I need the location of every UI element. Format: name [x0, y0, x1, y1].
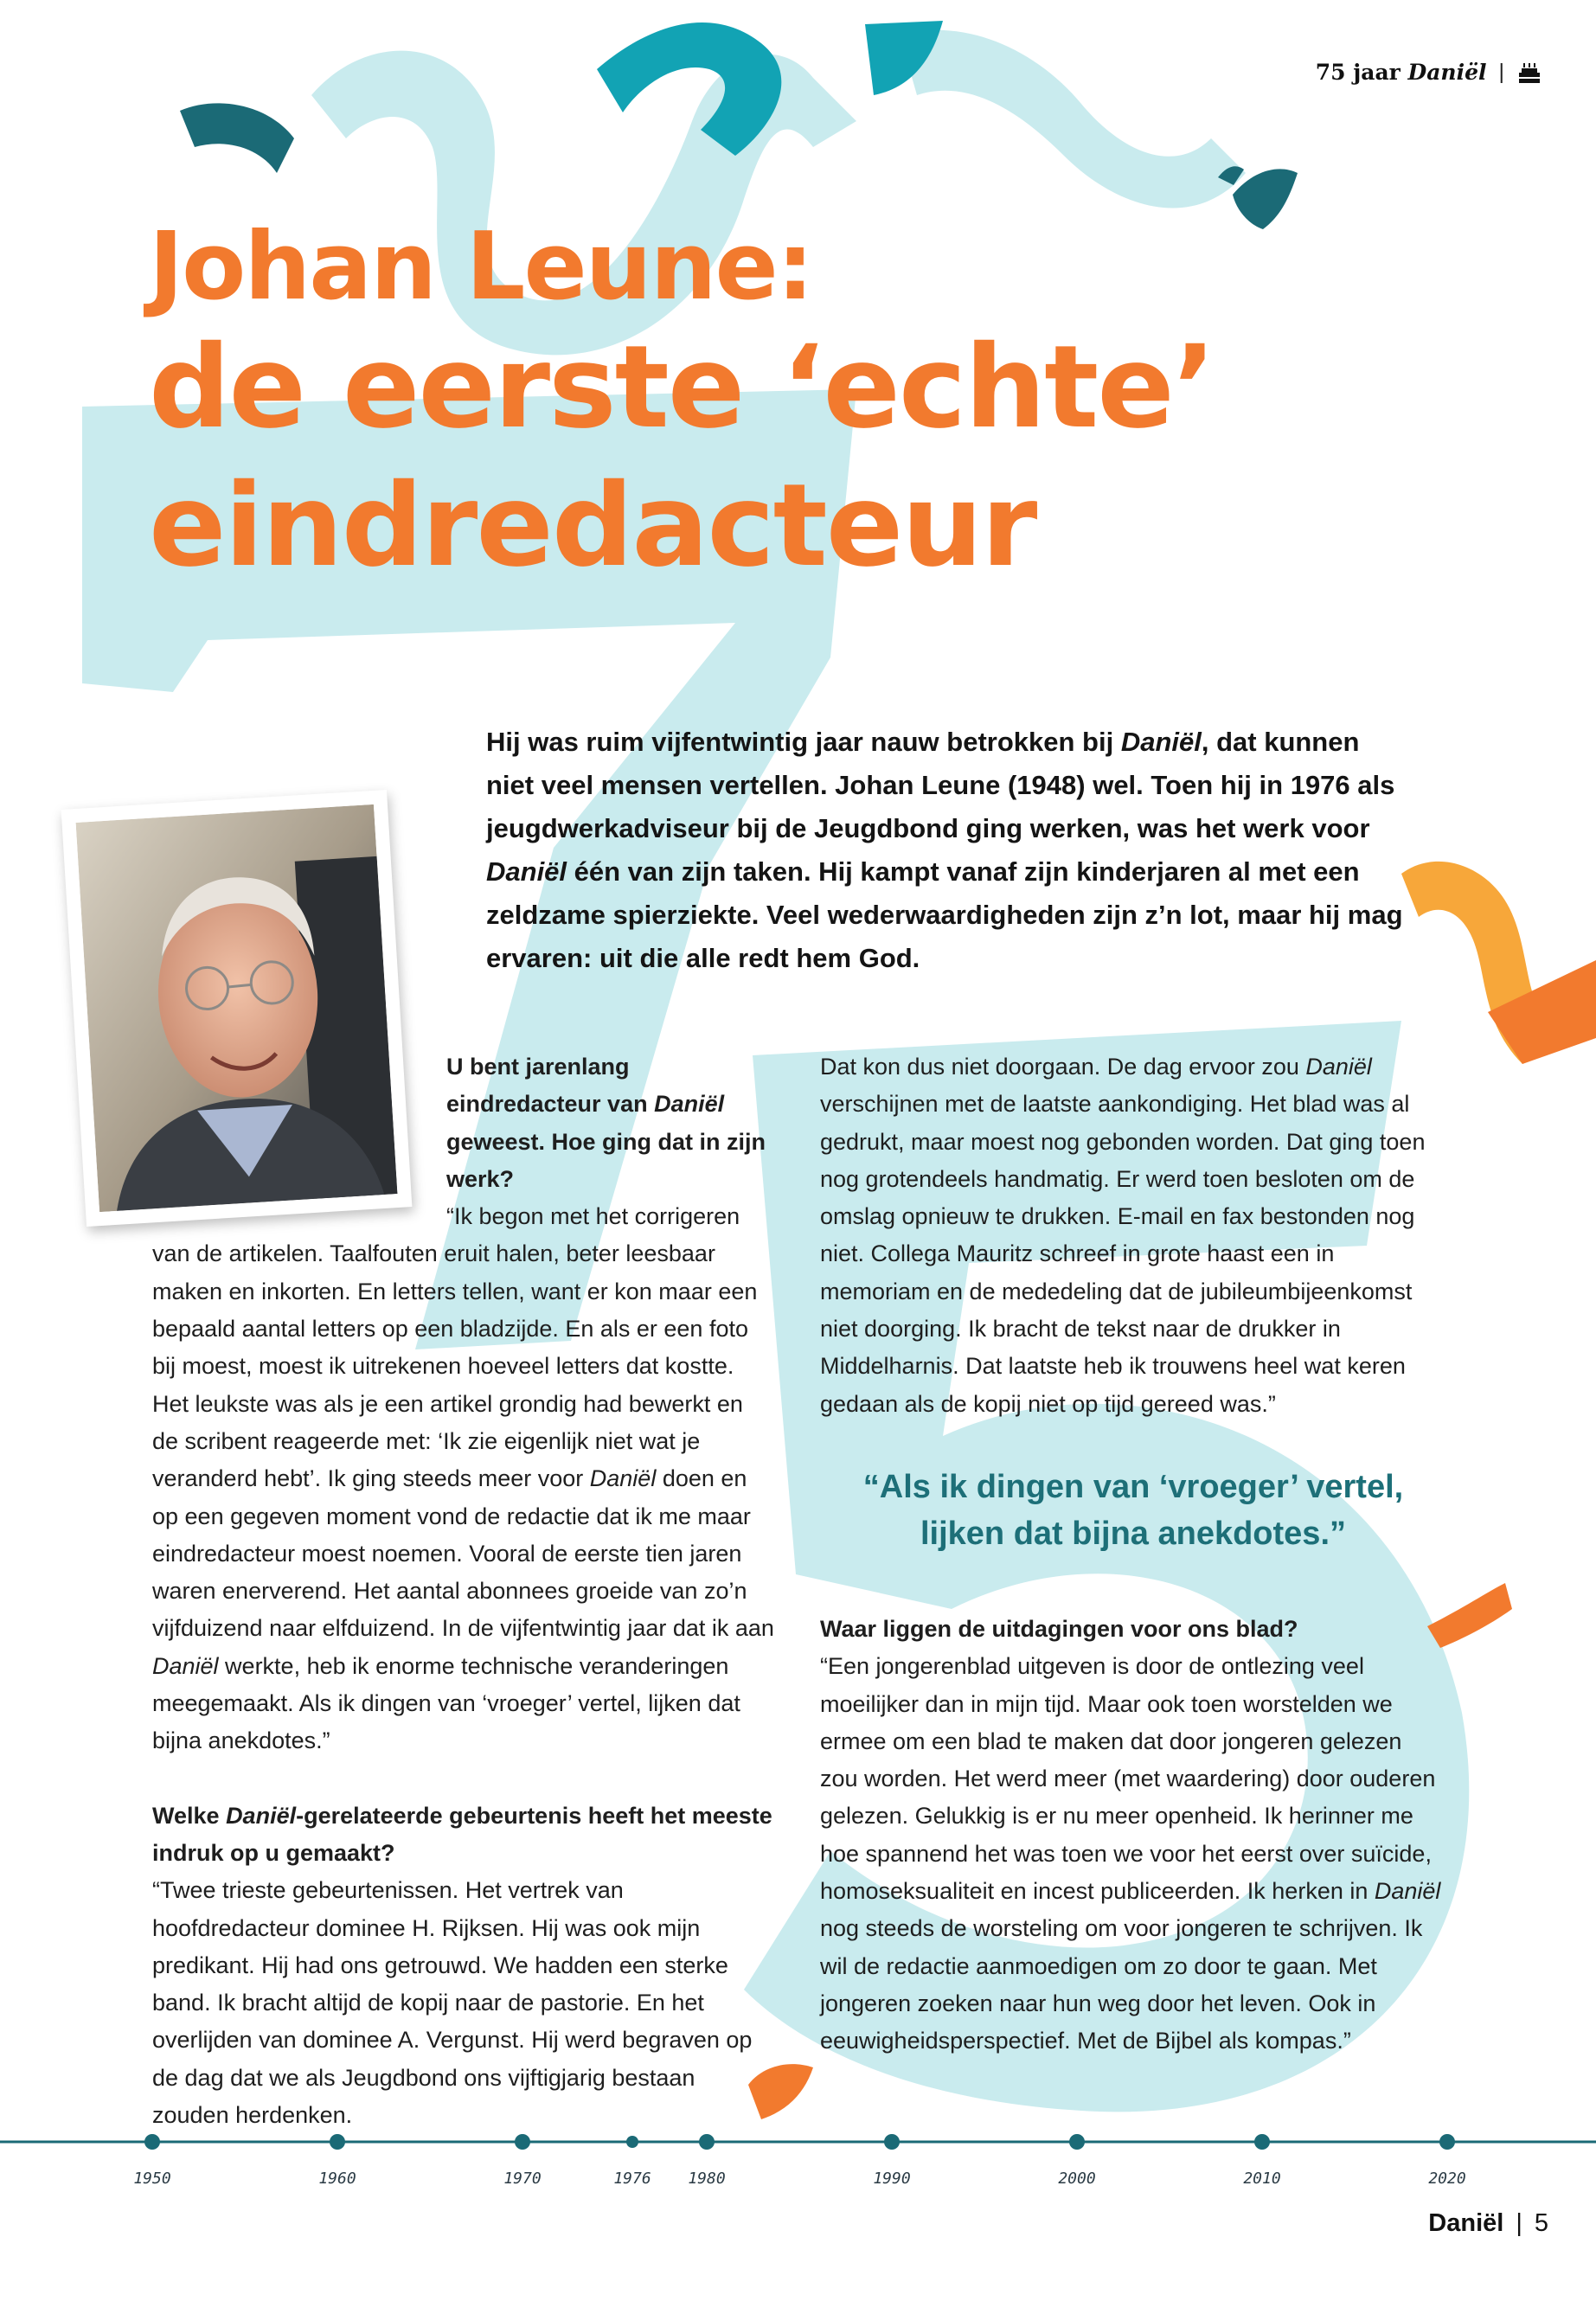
question-1: U bent jarenlang eindredacteur van Daniël geweest. Hoe ging dat in zijn werk? — [446, 1054, 766, 1192]
article-title — [149, 213, 1215, 595]
timeline-label-1990: 1990 — [873, 2170, 911, 2188]
timeline-label-1970: 1970 — [503, 2170, 542, 2188]
article-column-right-lower — [820, 1611, 1443, 2061]
title-line-1: Johan Leune: — [149, 213, 812, 321]
answer-2-part-1: “Twee trieste gebeurtenissen. Het vertrek van hoofdredacteur dominee H. Rijksen. Hij was ook mijn predikant. Hij had ons getrouwd. We hadden een sterke band. Ik bracht altijd de kopij naar de pastorie. En het overlijden van dominee A. Vergunst. Hij werd begraven op de dag dat we als Jeugdbond ons vijftigjarig bestaan zouden herdenken. — [152, 1877, 753, 2129]
confetti-dark-1 — [180, 103, 294, 173]
article-column-right — [820, 1048, 1443, 1423]
page-footer — [1428, 2209, 1548, 2238]
timeline-label-2020: 2020 — [1428, 2170, 1466, 2188]
timeline-label-1976: 1976 — [613, 2170, 651, 2188]
timeline-dot-1990 — [884, 2134, 900, 2150]
article-intro: Hij was ruim vijfentwintig jaar nauw betrokken bij Daniël, dat kunnen niet veel mensen vertellen. Johan Leune (1948) wel. Toen hij in 1976 als jeugdwerkadviseur bij de Jeugdbond ging werken, was het werk voor Daniël één van zijn taken. Hij kampt vanaf zijn kinderjaren al met een zeldzame spierziekte. Veel wederwaardigheden zijn z’n lot, maar hij mag ervaren: uit die alle redt hem God. — [486, 727, 1403, 973]
footer-separator: | — [1516, 2209, 1522, 2237]
pull-quote: “Als ik dingen van ‘vroeger’ vertel, lijken dat bijna anekdotes.” — [862, 1469, 1404, 1552]
question-3: Waar liggen de uitdagingen voor ons blad? — [820, 1616, 1298, 1642]
timeline-dot-1976 — [626, 2136, 638, 2148]
section-header — [1316, 59, 1542, 85]
birthday-cake-icon — [1516, 59, 1542, 85]
portrait-photo — [61, 790, 413, 1227]
portrait-image — [76, 804, 398, 1212]
timeline-label-2000: 2000 — [1058, 2170, 1096, 2188]
timeline-dot-2010 — [1254, 2134, 1270, 2150]
timeline-label-1980: 1980 — [688, 2170, 726, 2188]
timeline-dot-2000 — [1069, 2134, 1085, 2150]
timeline-dot-1960 — [330, 2134, 345, 2150]
timeline-dot-2020 — [1439, 2134, 1455, 2150]
header-tag-text: 75 jaar Daniël — [1315, 59, 1487, 85]
timeline-dot-1980 — [699, 2134, 715, 2150]
timeline — [0, 2128, 1596, 2206]
footer-magazine-name: Daniël — [1428, 2209, 1504, 2237]
answer-1: “Ik begon met het corrigeren van de artikelen. Taalfouten eruit halen, beter leesbaar maken en inkorten. En letters tellen, want er kon maar een bepaald aantal letters op een bladzijde. En als er een foto bij moest, moest ik uitrekenen hoeveel letters dat kostte. Het leukste was als je een artikel grondig had bewerkt en de scribent reageerde met: ‘Ik zie eigenlijk niet wat je veranderd hebt’. Ik ging steeds meer voor Daniël doen en op een gegeven moment vond de redactie dat ik me maar eindredacteur moest noemen. Vooral de eerste tien jaren waren enerverend. Het aantal abonnees groeide van zo’n vijfduizend naar elfduizend. In de vijfentwintig jaar dat ik aan Daniël werkte, heb ik enorme technische veranderingen meegemaakt. Als ik dingen van ‘vroeger’ vertel, lijken dat bijna anekdotes.” — [152, 1203, 774, 1754]
timeline-label-1950: 1950 — [133, 2170, 171, 2188]
title-line-2: de eerste ‘echte’ — [149, 321, 1215, 454]
timeline-graphic — [0, 2128, 1596, 2206]
answer-2-part-2: Dat kon dus niet doorgaan. De dag ervoor zou Daniël verschijnen met de laatste aankondiging. Het blad was al gedrukt, maar moest nog gebonden worden. Dat ging toen nog grotendeels handmatig. Er werd toen besloten om de omslag opnieuw te drukken. E-mail en fax bestonden nog niet. Collega Mauritz schreef in grote haast een in memoriam en de mededeling dat de jubileumbijeenkomst niet doorging. Ik bracht de tekst naar de drukker in Middelharnis. Dat laatste heb ik trouwens heel wat keren gedaan als de kopij niet op tijd gereed was.” — [820, 1054, 1426, 1417]
page-number: 5 — [1534, 2209, 1548, 2237]
timeline-dot-1970 — [515, 2134, 530, 2150]
timeline-dot-1950 — [144, 2134, 160, 2150]
header-separator: | — [1498, 59, 1504, 84]
answer-3: “Een jongerenblad uitgeven is door de ontlezing veel moeilijker dan in mijn tijd. Maar ook toen worstelden we ermee om een blad te maken dat door jongeren gelezen zou worden. Het werd meer (met waardering) door ouderen gelezen. Gelukkig is er nu meer openheid. Ik herinner me hoe spannend het was toen we voor het eerst over suïcide, homoseksualiteit en incest publiceerden. Ik herken in Daniël nog steeds de worsteling om voor jongeren te schrijven. Ik wil de redactie aanmoedigen om zo door te gaan. Met jongeren zoeken naar hun weg door het leven. Ook in eeuwigheidsperspectief. Met de Bijbel als kompas.” — [820, 1653, 1441, 2054]
timeline-label-2010: 2010 — [1243, 2170, 1281, 2188]
timeline-label-1960: 1960 — [318, 2170, 356, 2188]
question-2: Welke Daniël-gerelateerde gebeurtenis heeft het meeste indruk op u gemaakt? — [152, 1802, 772, 1866]
title-line-3: eindredacteur — [149, 459, 1036, 593]
ribbon-light-top-2 — [900, 30, 1246, 208]
confetti-dark-2 — [1233, 169, 1298, 229]
